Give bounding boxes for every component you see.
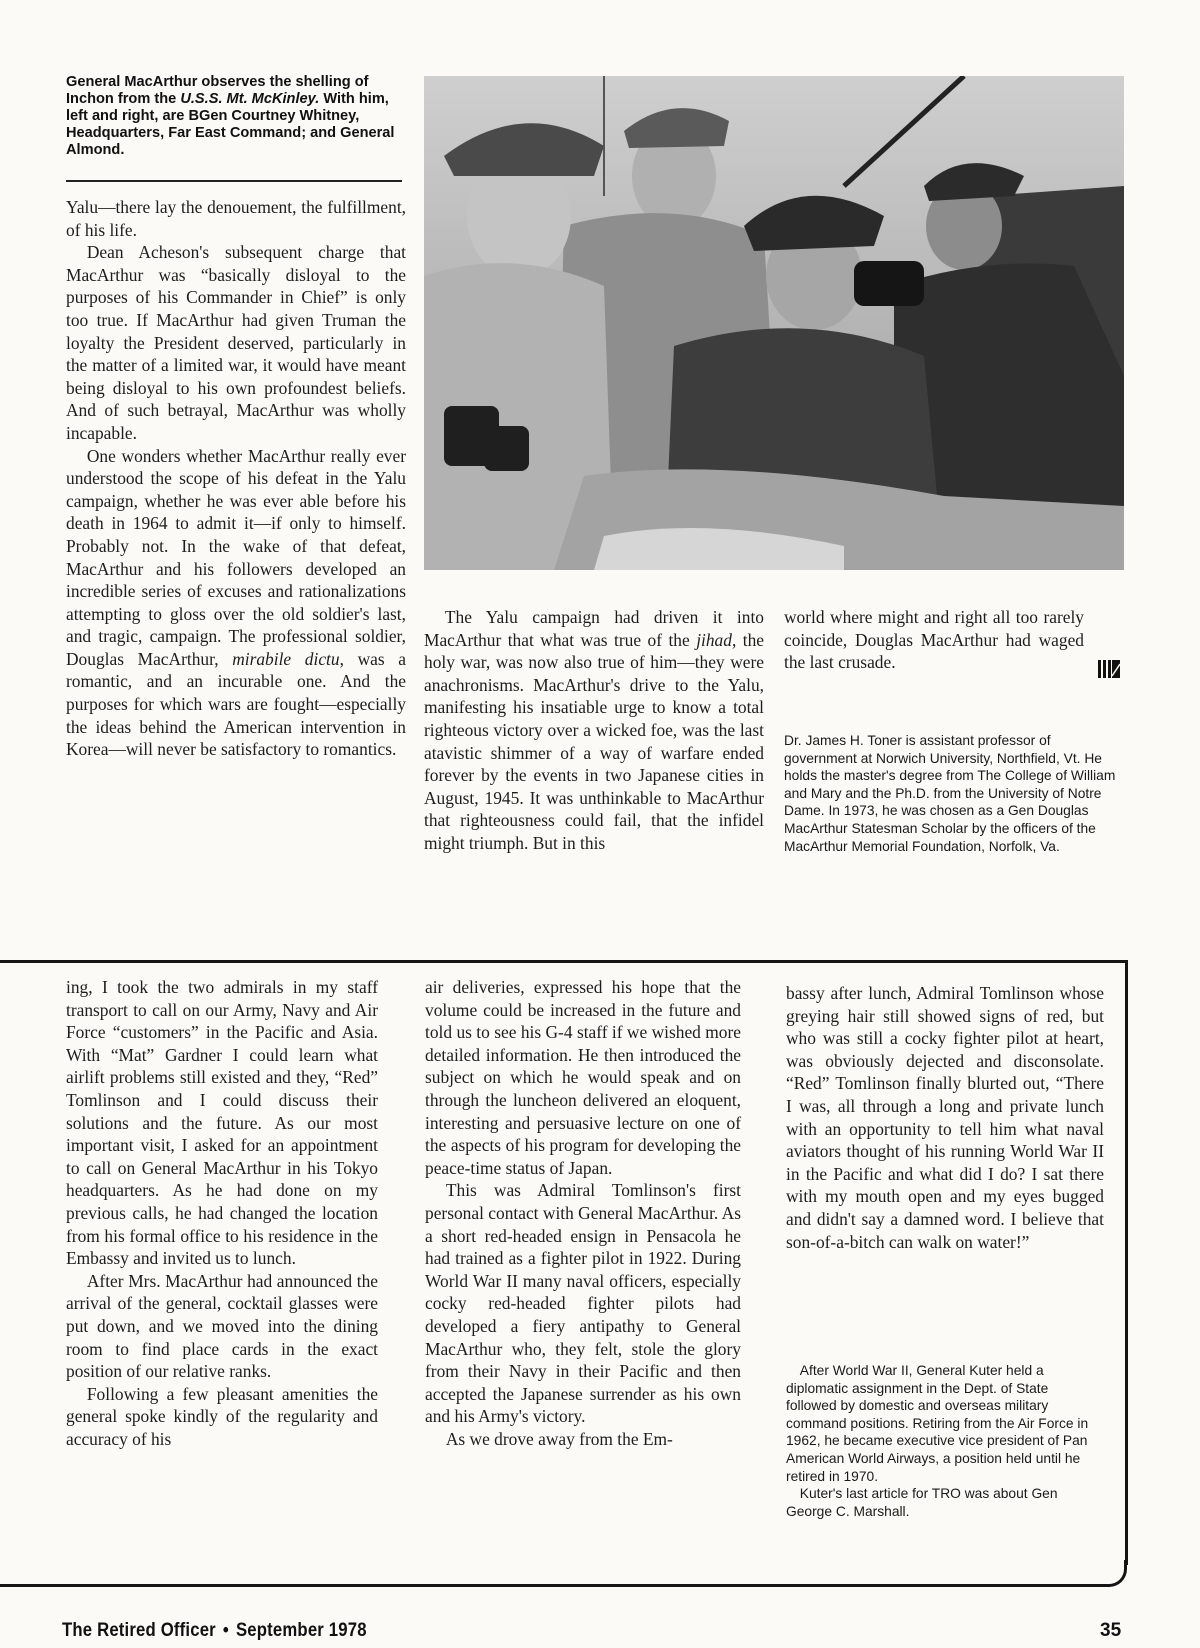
footer-separator: • xyxy=(222,1620,229,1641)
caption-divider xyxy=(66,180,402,182)
paragraph: This was Admiral Tomlinson's first personal contact with General MacArthur. As a short red-headed ensign in Pensacola he had trained as a fighter pilot in 1922. During World War II many naval officers, especially cocky red-headed fighter pilots had developed a fiery antipathy to General MacArthur who, they felt, stole the glory from their Navy in their Pacific and then accepted the Japanese surrender as his own and his Army's victory. xyxy=(425,1180,741,1427)
bio-paragraph: After World War II, General Kuter held a diplomatic assignment in the Dept. of State followed by domestic and overseas military command positions. Retiring from the Air Force in 1962, he became executive vice president of Pan American World Airways, a position held until he retired in 1970. xyxy=(786,1363,1089,1484)
article-top-column-3 xyxy=(784,606,1124,674)
publication-name: The Retired Officer xyxy=(62,1620,216,1641)
article-bottom-column-3 xyxy=(786,982,1104,1253)
paragraph-text: , was a romantic, and an incurable one. And the purposes for which wars are fought—especially the ideas behind the American intervention in Korea—will never be satisfactory to romantics. xyxy=(66,648,407,760)
bio-paragraph: Kuter's last article for TRO was about Gen George C. Marshall. xyxy=(786,1486,1058,1519)
page-number: 35 xyxy=(1100,1620,1122,1641)
box-corner xyxy=(1105,1560,1127,1587)
photograph-illustration xyxy=(424,76,1124,570)
paragraph: world where might and right all too rarely coincide, Douglas MacArthur had waged the last crusade. xyxy=(784,607,1084,673)
end-mark-icon xyxy=(1096,656,1122,682)
paragraph: air deliveries, expressed his hope that the volume could be increased in the future and told us to see his G-4 staff if we wished more detailed information. He then introduced the subject on which he would speak and on through the luncheon delivered an eloquent, interesting and persuasive lecture on one of the aspects of his program for developing the peace-time status of Japan. xyxy=(425,977,741,1178)
photo-caption xyxy=(66,74,402,159)
paragraph: Following a few pleasant amenities the general spoke kindly of the regularity and accuracy of his xyxy=(66,1383,378,1449)
paragraph: Yalu—there lay the denouement, the fulfillment, of his life. xyxy=(66,197,406,240)
paragraph-text: , the holy war, was now also true of him—they were anachronisms. MacArthur's drive to the Yalu, manifesting his insatiable urge to know a total righteous victory over a wicked foe, was the last atavistic shimmer of a way of warfare ended forever by the events in two Japanese cities in August, 1945. It was unthinkable to MacArthur that righteousness could fail, that the infidel might triumph. But in this xyxy=(424,629,764,853)
bio-text: Dr. James H. Toner is assistant professor of government at Norwich University, Northfield, Vt. He holds the master's degree from The College of William and Mary and the Ph.D. from the University of Notre Dame. In 1973, he was chosen as a Gen Douglas MacArthur Statesman Scholar by the officers of the MacArthur Memorial Foundation, Norfolk, Va. xyxy=(784,733,1116,854)
article-bottom-column-1 xyxy=(66,976,378,1450)
italic-word: jihad xyxy=(696,629,732,650)
paragraph xyxy=(424,606,764,855)
italic-phrase: mirabile dictu xyxy=(232,648,340,669)
article-bottom-column-2 xyxy=(425,976,741,1450)
issue-date: September 1978 xyxy=(235,1620,367,1641)
article-top-column-2 xyxy=(424,606,764,855)
page-footer xyxy=(62,1620,367,1642)
author-bio-kuter xyxy=(786,1362,1102,1520)
caption-text-continued: With him, left and right, are BGen Courtney Whitney, Headquarters, Far East Command; and General Almond. xyxy=(66,91,395,158)
inchon-photograph xyxy=(424,76,1124,570)
paragraph: bassy after lunch, Admiral Tomlinson whose greying hair still showed signs of red, but who was still a cocky fighter pilot at heart, was obviously dejected and disconsolate. “Red” Tomlinson finally blurted out, “There I was, all through a long and private lunch with an opportunity to tell him what naval aviators thought of his running World War II in the Pacific and what did I do? I sat there with my mouth open and my eyes bugged and didn't say a damned word. I believe that son-of-a-bitch can walk on water!” xyxy=(786,983,1104,1252)
paragraph-text: The Yalu campaign had driven it into MacArthur that what was true of the xyxy=(424,607,764,650)
paragraph: ing, I took the two admirals in my staff transport to call on our Army, Navy and Air Force “customers” in the Pacific and Asia. With “Mat” Gardner I could learn what airlift problems still existed and they, “Red” Tomlinson and I could discuss their solutions and the future. As our most important visit, I asked for an appointment to call on General MacArthur in his Tokyo headquarters. As he had done on my previous calls, he had changed the location from his formal office to his residence in the Embassy and invited us to lunch. xyxy=(66,977,378,1269)
caption-ship-name: U.S.S. Mt. McKinley. xyxy=(180,91,320,107)
article-top-column-1 xyxy=(66,196,406,761)
box-top-border xyxy=(0,960,1128,963)
box-right-border xyxy=(1125,960,1128,1565)
caption-text: General MacArthur observes the shelling of Inchon from the xyxy=(66,74,369,107)
paragraph-text: One wonders whether MacArthur really ever understood the scope of his defeat in the Yalu campaign, whether he was ever able before his death in 1964 to admit it—if only to himself. Probably not. In the wake of that defeat, MacArthur and his followers developed an incredible series of excuses and rationalizations attempting to gloss over the old soldier's last, and tragic, campaign. The professional soldier, Douglas MacArthur, xyxy=(66,445,406,669)
paragraph: Dean Acheson's subsequent charge that MacArthur was “basically disloyal to the purposes of his Commander in Chief” is only too true. If MacArthur had given Truman the loyalty the President deserved, particularly in the matter of a limited war, it would have meant being disloyal to his own profoundest beliefs. And of such betrayal, MacArthur was wholly incapable. xyxy=(66,242,406,443)
author-bio-toner xyxy=(784,732,1124,855)
paragraph xyxy=(66,445,406,761)
paragraph: As we drove away from the Em- xyxy=(445,1428,673,1449)
box-bottom-border xyxy=(0,1584,1110,1587)
paragraph: After Mrs. MacArthur had announced the arrival of the general, cocktail glasses were put down, and we moved into the dining room to find place cards in the exact position of our relative ranks. xyxy=(66,1270,378,1382)
